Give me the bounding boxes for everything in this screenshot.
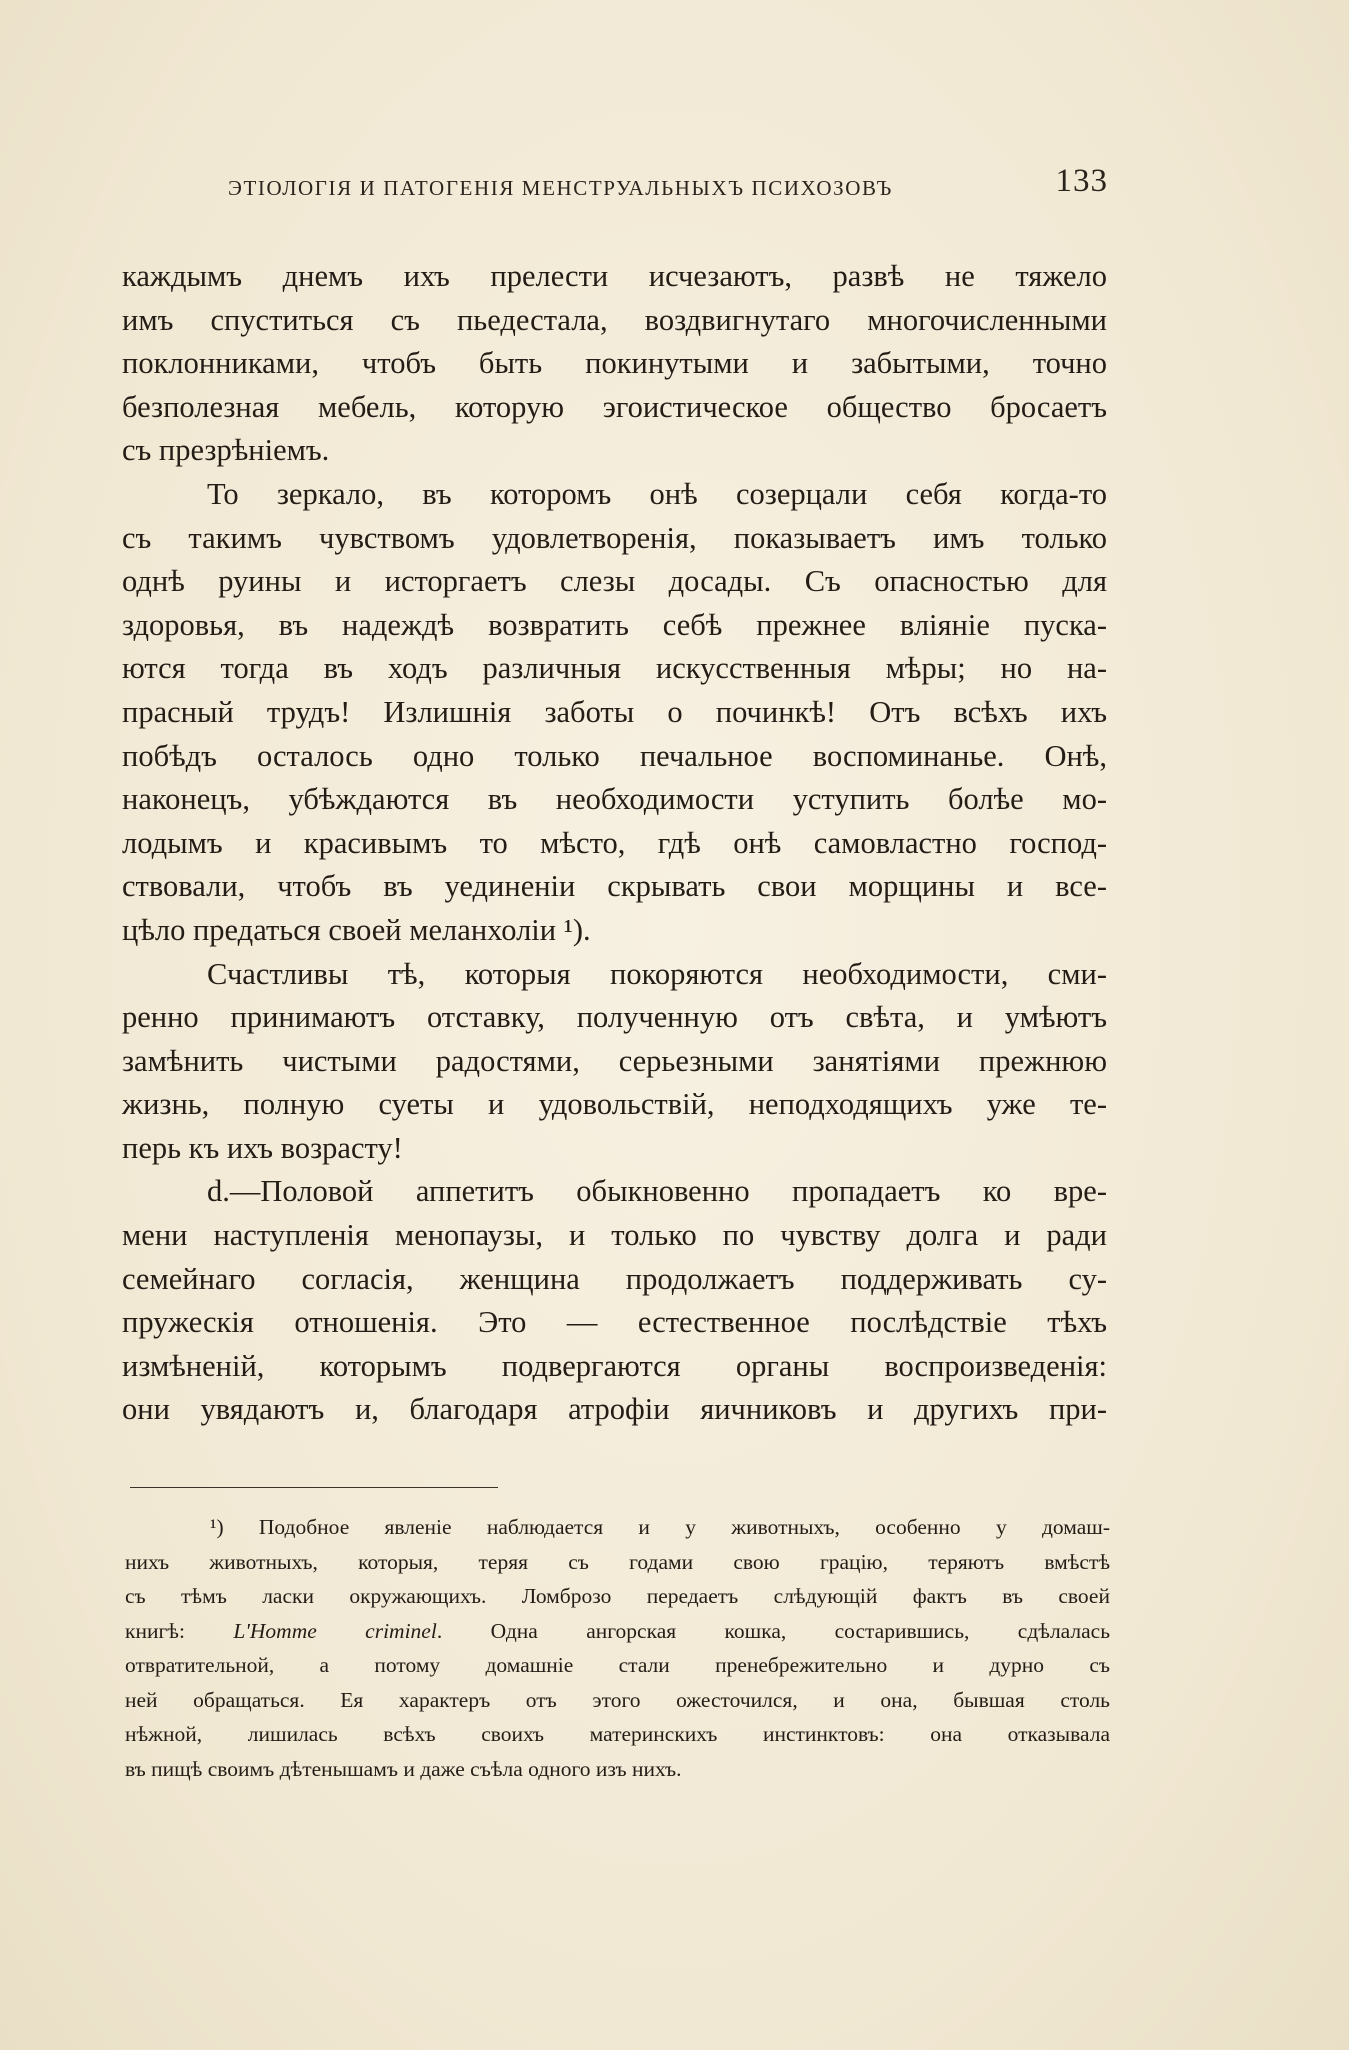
footnote-line: отвратительной, а потому домашніе стали пренебрежительно и дурно съ (125, 1653, 1110, 1677)
main-text (122, 255, 1107, 1432)
text-line: измѣненій, которымъ подвергаются органы воспроизведенія: (122, 1348, 1107, 1383)
footnote-line: нихъ животныхъ, которыя, теряя съ годами свою грацію, теряютъ вмѣстѣ (125, 1549, 1110, 1574)
text-line: наконецъ, убѣждаются въ необходимости уступить болѣе мо- (122, 782, 1107, 817)
text-line: однѣ руины и исторгаетъ слезы досады. Съ опасностью для (122, 564, 1107, 599)
text-line: Счастливы тѣ, которыя покоряются необходимости, сми- (207, 956, 1107, 991)
footnote-divider (130, 1487, 498, 1488)
text-line: лодымъ и красивымъ то мѣсто, гдѣ онѣ самовластно господ- (122, 825, 1107, 860)
footnote-line: нѣжной, лишилась всѣхъ своихъ материнскихъ инстинктовъ: она отказывала (125, 1722, 1110, 1746)
text-line: пружескія отношенія. Это — естественное послѣдствіе тѣхъ (122, 1305, 1107, 1340)
text-line: семейнаго согласія, женщина продолжаетъ поддерживать су- (122, 1261, 1107, 1296)
text-line: мени наступленія менопаузы, и только по чувству долга и ради (122, 1218, 1107, 1253)
text-line: перь къ ихъ возрасту! (122, 1130, 403, 1165)
text-line: ренно принимаютъ отставку, полученную отъ свѣта, и умѣютъ (122, 1000, 1107, 1035)
footnote-line: ней обращаться. Ея характеръ отъ этого ожесточился, и она, бывшая столь (125, 1687, 1110, 1712)
text-line: То зеркало, въ которомъ онѣ созерцали себя когда-то (207, 476, 1107, 511)
text-line: d.—Половой аппетитъ обыкновенно пропадаетъ ко вре- (207, 1174, 1107, 1209)
text-line: побѣдъ осталось одно только печальное воспоминанье. Онѣ, (122, 738, 1107, 773)
text-line: съ презрѣніемъ. (122, 433, 330, 468)
footnote-line: ¹) Подобное явленіе наблюдается и у животныхъ, особенно у домаш- (210, 1515, 1110, 1539)
footnote-line: въ пищѣ своимъ дѣтенышамъ и даже съѣла одного изъ нихъ. (125, 1756, 682, 1781)
text-line: здоровья, въ надеждѣ возвратить себѣ прежнее вліяніе пуска- (122, 607, 1107, 642)
footnote-line (125, 1614, 1110, 1649)
page-number: 133 (1055, 163, 1108, 199)
text-line: имъ спуститься съ пьедестала, воздвигнутаго многочисленными (122, 302, 1107, 337)
text-line: ются тогда въ ходъ различныя искусственныя мѣры; но на- (122, 651, 1107, 686)
text-line: они увядаютъ и, благодаря атрофіи яичниковъ и другихъ при- (122, 1392, 1107, 1427)
text-line: замѣнить чистыми радостями, серьезными занятіями прежнюю (122, 1043, 1107, 1078)
running-title: ЭТІОЛОГІЯ И ПАТОГЕНІЯ МЕНСТРУАЛЬНЫХЪ ПСИХОЗОВЪ (228, 176, 893, 200)
text-line: безполезная мебель, которую эгоистическое общество бросаетъ (122, 389, 1107, 424)
text-line: жизнь, полную суеты и удовольствій, неподходящихъ уже те- (122, 1087, 1107, 1122)
text-line: каждымъ днемъ ихъ прелести исчезаютъ, развѣ не тяжело (122, 259, 1107, 293)
footnote-line: съ тѣмъ ласки окружающихъ. Ломброзо передаетъ слѣдующій фактъ въ своей (125, 1584, 1110, 1608)
text-line: поклонниками, чтобъ быть покинутыми и забытыми, точно (122, 346, 1107, 381)
footnote (125, 1510, 1110, 1786)
text-line: прасный трудъ! Излишнія заботы о починкѣ! Отъ всѣхъ ихъ (122, 694, 1107, 729)
running-header (228, 163, 1108, 213)
text-line: съ такимъ чувствомъ удовлетворенія, показываетъ имъ только (122, 520, 1107, 555)
text-line: ствовали, чтобъ въ уединеніи скрывать свои морщины и все- (122, 869, 1107, 904)
footnote-text: . Одна ангорская кошка, состарившись, сдѣлалась (436, 1618, 1111, 1643)
footnote-text: книгѣ: (125, 1618, 185, 1643)
book-title: L'Homme criminel (233, 1618, 437, 1643)
text-line: цѣло предаться своей меланхоліи ¹). (122, 912, 591, 947)
